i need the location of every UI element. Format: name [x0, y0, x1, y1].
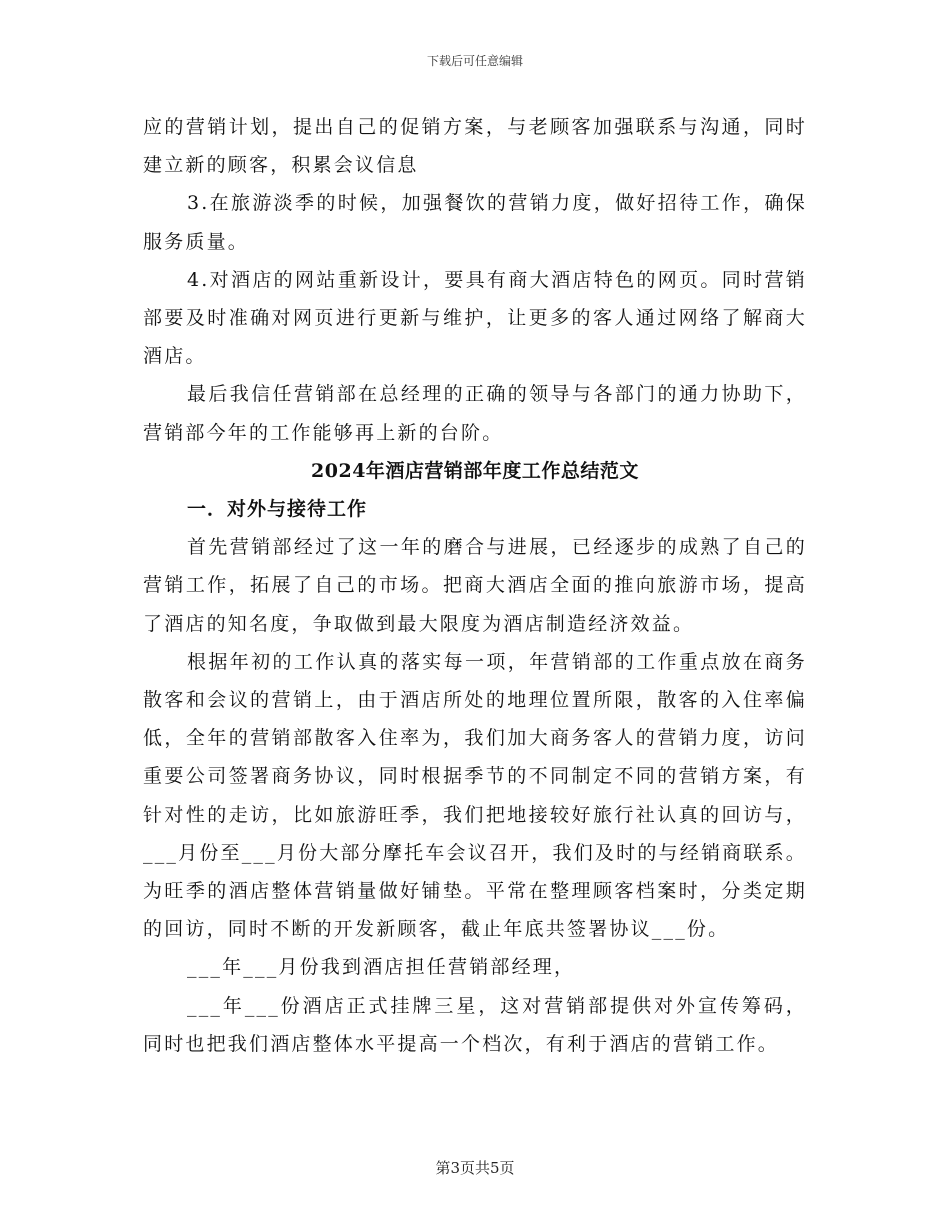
section-heading: 一．对外与接待工作 [187, 498, 368, 521]
paragraph-work-focus: 根据年初的工作认真的落实每一项，年营销部的工作重点放在商务散客和会议的营销上，由于酒店所处的地理位置所限，散客的入住率偏低，全年的营销部散客入住率为，我们加大商务客人的营销力度，访问重要公司签署商务协议，同时根据季节的不同制定不同的营销方案，有针对性的走访，比如旅游旺季，我们把地接较好旅行社认真的回访与，___月份至___月份大部分摩托车会议召开，我们及时的与经销商联系。为旺季的酒店整体营销量做好铺垫。平常在整理顾客档案时，分类定期的回访，同时不断的开发新顾客，截止年底共签署协议___份。 [143, 650, 807, 941]
page-footer: 第3页共5页 [435, 1159, 515, 1177]
paragraph-intro: 首先营销部经过了这一年的磨合与进展，已经逐步的成熟了自己的营销工作，拓展了自己的市场。把商大酒店全面的推向旅游市场，提高了酒店的知名度，争取做到最大限度为酒店制造经济效益。 [143, 536, 807, 635]
paragraph-appointment: ___年___月份我到酒店担任营销部经理， [187, 956, 576, 979]
paragraph-continued: 应的营销计划，提出自己的促销方案，与老顾客加强联系与沟通，同时建立新的顾客，积累会议信息 [143, 116, 807, 177]
document-title: 2024年酒店营销部年度工作总结范文 [311, 459, 639, 482]
paragraph-item-3: 3.在旅游淡季的时候，加强餐饮的营销力度，做好招待工作，确保服务质量。 [143, 192, 807, 253]
paragraph-three-star: ___年___份酒店正式挂牌三星，这对营销部提供对外宣传筹码，同时也把我们酒店整体水平提高一个档次，有利于酒店的营销工作。 [143, 994, 807, 1055]
paragraph-closing: 最后我信任营销部在总经理的正确的领导与各部门的通力协助下，营销部今年的工作能够再上新的台阶。 [143, 383, 807, 444]
document-body [143, 108, 807, 1063]
page-header: 下载后可任意编辑 [426, 54, 523, 68]
paragraph-item-4: 4.对酒店的网站重新设计，要具有商大酒店特色的网页。同时营销部要及时准确对网页进行更新与维护，让更多的客人通过网络了解商大酒店。 [143, 268, 807, 368]
